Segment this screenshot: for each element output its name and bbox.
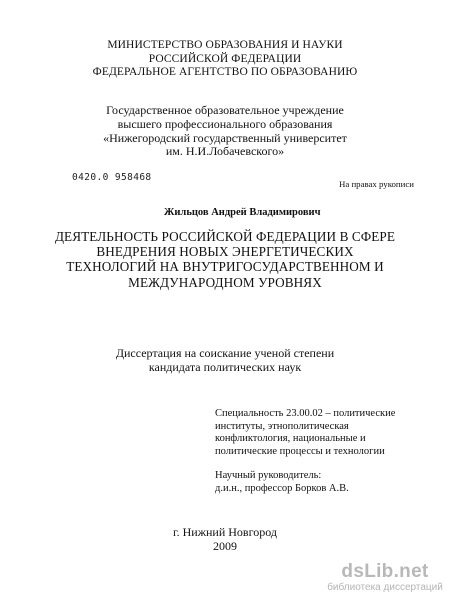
watermark-subtitle: библиотека диссертаций: [327, 582, 443, 593]
ministry-header: [0, 39, 450, 80]
registration-number: 0420.0 958468: [72, 172, 152, 183]
thesis-title: [0, 229, 450, 290]
manuscript-rights-note: На правах рукописи: [339, 179, 414, 189]
institution-header: [0, 104, 450, 159]
thesis-type: [0, 346, 450, 374]
supervisor-line: Научный руководитель:: [215, 470, 322, 481]
ministry-line: РОССИЙСКОЙ ФЕДЕРАЦИИ: [148, 52, 302, 65]
thesis-type-line: кандидата политических наук: [148, 360, 302, 374]
institution-line: Государственное образовательное учреждение: [106, 103, 344, 117]
institution-line: «Нижегородский государственный университет: [103, 130, 347, 145]
title-line: ДЕЯТЕЛЬНОСТЬ РОССИЙСКОЙ ФЕДЕРАЦИИ В СФЕРЕ: [54, 229, 396, 244]
thesis-type-line: Диссертация на соискание ученой степени: [115, 346, 335, 360]
city-year-block: [0, 526, 450, 554]
specialty-line: институты, этнополитическая: [215, 420, 349, 432]
specialty-block: [215, 408, 395, 458]
title-line: ВНЕДРЕНИЯ НОВЫХ ЭНЕРГЕТИЧЕСКИХ: [96, 244, 354, 260]
specialty-line: политические процессы и технологии: [215, 445, 385, 457]
institution-line: им. Н.И.Лобачевского»: [165, 144, 285, 159]
supervisor-line: д.и.н., профессор Борков А.В.: [215, 482, 349, 494]
specialty-line: конфликтология, национальные и: [215, 433, 366, 445]
specialty-line: Специальность 23.00.02 – политические: [215, 408, 396, 419]
city: г. Нижний Новгород: [173, 525, 277, 539]
ministry-line: МИНИСТЕРСТВО ОБРАЗОВАНИЯ И НАУКИ: [107, 39, 343, 51]
author-name: Жильцов Андрей Владимирович: [164, 207, 321, 218]
watermark-logo: dsLib.net: [341, 561, 429, 582]
supervisor-block: [215, 470, 349, 495]
year: 2009: [213, 538, 237, 553]
watermark: [323, 562, 447, 598]
institution-line: высшего профессионального образования: [117, 116, 333, 131]
title-line: ТЕХНОЛОГИЙ НА ВНУТРИГОСУДАРСТВЕННОМ И: [66, 259, 384, 275]
title-line: МЕЖДУНАРОДНОМ УРОВНЯХ: [128, 274, 322, 290]
ministry-line: ФЕДЕРАЛЬНОЕ АГЕНТСТВО ПО ОБРАЗОВАНИЮ: [92, 66, 358, 78]
